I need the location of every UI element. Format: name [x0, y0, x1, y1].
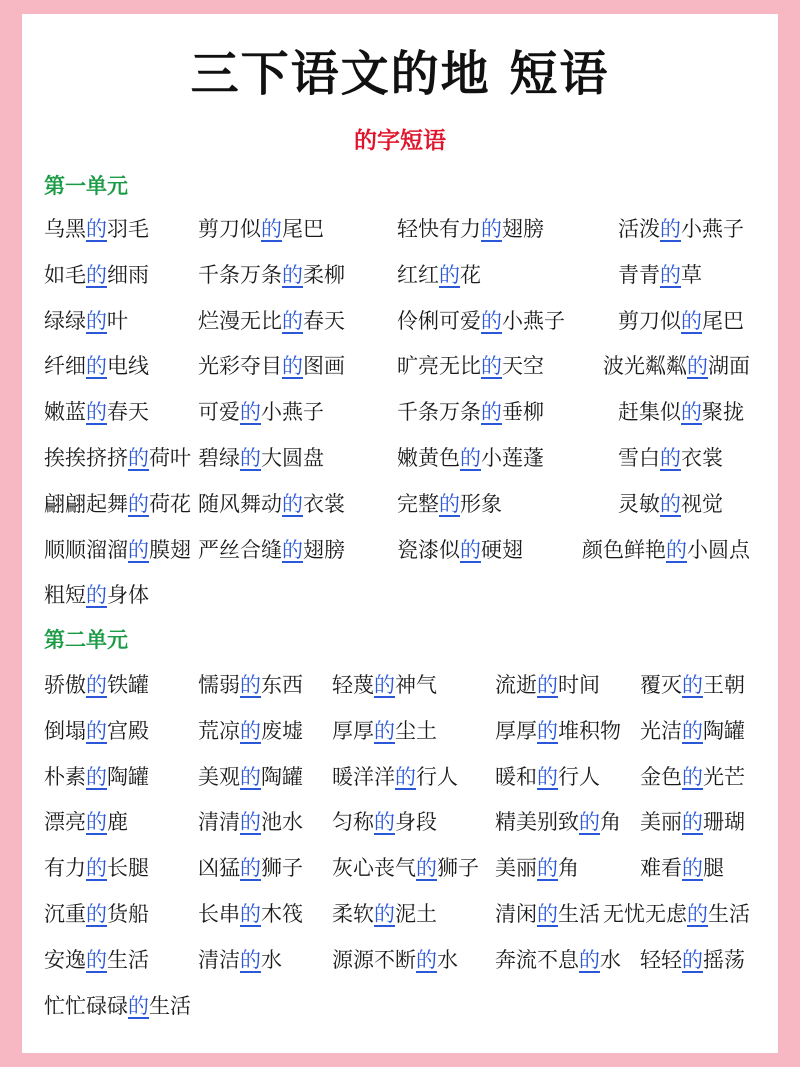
phrase-modifier: 厚厚 — [495, 718, 537, 743]
phrase-item — [397, 351, 544, 381]
phrase-row — [22, 260, 778, 290]
particle-de: 的 — [660, 446, 681, 470]
phrase-item — [332, 945, 458, 975]
phrase-modifier: 灰心丧气 — [332, 856, 416, 881]
phrase-head: 大圆盘 — [261, 446, 324, 470]
phrase-head: 尾巴 — [702, 308, 744, 333]
phrase-item — [198, 807, 303, 837]
phrase-head: 身体 — [107, 583, 149, 608]
phrase-item — [640, 945, 745, 975]
phrase-modifier: 严丝合缝 — [198, 537, 282, 562]
phrase-item — [44, 535, 191, 565]
particle-de: 的 — [282, 537, 303, 562]
phrase-modifier: 粗短 — [44, 583, 86, 608]
phrase-item — [640, 807, 745, 837]
phrase-item — [198, 260, 345, 290]
phrase-modifier: 轻蔑 — [332, 673, 374, 697]
particle-de: 的 — [579, 810, 600, 835]
phrase-item — [332, 899, 437, 929]
phrase-item — [44, 762, 149, 792]
phrase-item — [397, 306, 565, 336]
phrase-item — [198, 397, 324, 427]
particle-de: 的 — [240, 764, 261, 789]
phrase-modifier: 朴素 — [44, 764, 86, 789]
phrase-item — [198, 489, 345, 519]
particle-de: 的 — [682, 856, 703, 881]
phrase-item — [618, 443, 723, 473]
phrase-item — [495, 762, 600, 792]
particle-de: 的 — [537, 673, 558, 697]
phrase-head: 生活 — [708, 902, 750, 926]
phrase-item — [618, 260, 702, 290]
phrase-head: 狮子 — [261, 856, 303, 881]
phrase-item — [618, 214, 744, 244]
particle-de: 的 — [537, 718, 558, 743]
phrase-head: 柔柳 — [303, 262, 345, 287]
particle-de: 的 — [282, 262, 303, 287]
phrase-modifier: 嫩黄色 — [397, 446, 460, 470]
phrase-modifier: 如毛 — [44, 262, 86, 287]
phrase-modifier: 瓷漆似 — [397, 537, 460, 562]
particle-de: 的 — [681, 308, 702, 333]
particle-de: 的 — [128, 537, 149, 562]
unit-heading: 第二单元 — [44, 628, 128, 652]
phrase-item — [495, 716, 621, 746]
phrase-head: 泥土 — [395, 902, 437, 926]
phrase-head: 摇荡 — [703, 947, 745, 972]
phrase-modifier: 顺顺溜溜 — [44, 537, 128, 562]
phrase-head: 春天 — [107, 400, 149, 425]
particle-de: 的 — [86, 856, 107, 881]
phrase-head: 图画 — [303, 354, 345, 379]
phrase-head: 堆积物 — [558, 718, 621, 743]
phrase-head: 货船 — [107, 902, 149, 926]
phrase-item — [44, 991, 191, 1021]
unit-heading: 第一单元 — [44, 174, 128, 198]
particle-de: 的 — [687, 354, 708, 379]
phrase-head: 天空 — [502, 354, 544, 379]
phrase-item — [198, 762, 303, 792]
phrase-head: 陶罐 — [261, 764, 303, 789]
page-subtitle: 的字短语 — [354, 128, 446, 154]
phrase-modifier: 清洁 — [198, 947, 240, 972]
phrase-head: 湖面 — [708, 354, 750, 379]
particle-de: 的 — [682, 764, 703, 789]
phrase-modifier: 难看 — [640, 856, 682, 881]
phrase-modifier: 剪刀似 — [198, 217, 261, 241]
phrase-modifier: 源源不断 — [332, 947, 416, 972]
particle-de: 的 — [481, 400, 502, 425]
particle-de: 的 — [687, 902, 708, 926]
page-title: 三下语文的地 短语 — [190, 46, 610, 102]
phrase-row — [22, 716, 778, 746]
particle-de: 的 — [537, 902, 558, 926]
phrase-modifier: 活泼 — [618, 217, 660, 241]
particle-de: 的 — [86, 673, 107, 697]
phrase-item — [198, 214, 324, 244]
particle-de: 的 — [374, 718, 395, 743]
phrase-head: 电线 — [107, 354, 149, 379]
phrase-item — [44, 670, 149, 700]
phrase-row — [22, 762, 778, 792]
phrase-item — [44, 306, 128, 336]
phrase-modifier: 无忧无虑 — [603, 902, 687, 926]
phrase-modifier: 千条万条 — [397, 400, 481, 425]
phrase-item — [332, 670, 437, 700]
phrase-head: 膜翅 — [149, 537, 191, 562]
phrase-item — [640, 670, 745, 700]
phrase-modifier: 绿绿 — [44, 308, 86, 333]
phrase-modifier: 凶猛 — [198, 856, 240, 881]
particle-de: 的 — [537, 856, 558, 881]
particle-de: 的 — [240, 902, 261, 926]
phrase-item — [198, 306, 345, 336]
phrase-head: 花 — [460, 262, 481, 287]
phrase-head: 衣裳 — [681, 446, 723, 470]
phrase-item — [397, 260, 481, 290]
phrase-modifier: 匀称 — [332, 810, 374, 835]
phrase-head: 行人 — [416, 764, 458, 789]
phrase-row — [22, 443, 778, 473]
particle-de: 的 — [682, 718, 703, 743]
phrase-head: 池水 — [261, 810, 303, 835]
phrase-head: 水 — [437, 947, 458, 972]
phrase-head: 草 — [681, 262, 702, 287]
phrase-modifier: 灵敏 — [618, 491, 660, 516]
phrase-head: 神气 — [395, 673, 437, 697]
phrase-modifier: 随风舞动 — [198, 491, 282, 516]
phrase-head: 小圆点 — [687, 537, 750, 562]
phrase-modifier: 烂漫无比 — [198, 308, 282, 333]
phrase-item — [44, 716, 149, 746]
phrase-modifier: 厚厚 — [332, 718, 374, 743]
phrase-row — [22, 397, 778, 427]
particle-de: 的 — [660, 217, 681, 241]
phrase-item — [198, 670, 303, 700]
phrase-modifier: 颜色鲜艳 — [582, 537, 666, 562]
particle-de: 的 — [439, 491, 460, 516]
particle-de: 的 — [537, 764, 558, 789]
phrase-head: 木筏 — [261, 902, 303, 926]
phrase-head: 生活 — [149, 993, 191, 1018]
phrase-head: 陶罐 — [703, 718, 745, 743]
phrase-head: 尾巴 — [282, 217, 324, 241]
phrase-item — [44, 260, 149, 290]
particle-de: 的 — [282, 354, 303, 379]
phrase-head: 垂柳 — [502, 400, 544, 425]
phrase-modifier: 伶俐可爱 — [397, 308, 481, 333]
phrase-head: 衣裳 — [303, 491, 345, 516]
phrase-item — [397, 214, 544, 244]
particle-de: 的 — [86, 718, 107, 743]
phrase-modifier: 美丽 — [640, 810, 682, 835]
phrase-modifier: 长串 — [198, 902, 240, 926]
particle-de: 的 — [261, 217, 282, 241]
phrase-item — [495, 670, 600, 700]
phrase-head: 翅膀 — [303, 537, 345, 562]
particle-de: 的 — [86, 400, 107, 425]
phrase-head: 翅膀 — [502, 217, 544, 241]
particle-de: 的 — [374, 673, 395, 697]
phrase-modifier: 柔软 — [332, 902, 374, 926]
particle-de: 的 — [666, 537, 687, 562]
phrase-row — [22, 489, 778, 519]
phrase-head: 小燕子 — [261, 400, 324, 425]
phrase-item — [44, 580, 149, 610]
phrase-modifier: 懦弱 — [198, 673, 240, 697]
phrase-modifier: 旷亮无比 — [397, 354, 481, 379]
phrase-item — [332, 716, 437, 746]
phrase-modifier: 青青 — [618, 262, 660, 287]
phrase-item — [397, 535, 523, 565]
phrase-item — [44, 853, 149, 883]
phrase-modifier: 剪刀似 — [618, 308, 681, 333]
phrase-item — [618, 397, 744, 427]
particle-de: 的 — [682, 947, 703, 972]
phrase-modifier: 有力 — [44, 856, 86, 881]
particle-de: 的 — [128, 491, 149, 516]
phrase-modifier: 乌黑 — [44, 217, 86, 241]
phrase-head: 小燕子 — [502, 308, 565, 333]
phrase-head: 宫殿 — [107, 718, 149, 743]
phrase-item — [44, 214, 149, 244]
phrase-head: 生活 — [558, 902, 600, 926]
phrase-modifier: 碧绿 — [198, 446, 240, 470]
phrase-modifier: 挨挨挤挤 — [44, 446, 128, 470]
phrase-modifier: 金色 — [640, 764, 682, 789]
particle-de: 的 — [481, 217, 502, 241]
particle-de: 的 — [439, 262, 460, 287]
phrase-head: 春天 — [303, 308, 345, 333]
phrase-modifier: 流逝 — [495, 673, 537, 697]
phrase-head: 长腿 — [107, 856, 149, 881]
phrase-head: 小燕子 — [681, 217, 744, 241]
phrase-head: 角 — [600, 810, 621, 835]
phrase-row — [22, 351, 778, 381]
phrase-item — [397, 443, 544, 473]
particle-de: 的 — [660, 491, 681, 516]
phrase-item — [495, 853, 579, 883]
phrase-head: 角 — [558, 856, 579, 881]
particle-de: 的 — [128, 446, 149, 470]
particle-de: 的 — [416, 856, 437, 881]
phrase-modifier: 可爱 — [198, 400, 240, 425]
phrase-modifier: 暖洋洋 — [332, 764, 395, 789]
phrase-modifier: 暖和 — [495, 764, 537, 789]
phrase-head: 废墟 — [261, 718, 303, 743]
phrase-modifier: 荒凉 — [198, 718, 240, 743]
phrase-modifier: 雪白 — [618, 446, 660, 470]
phrase-item — [198, 351, 345, 381]
phrase-modifier: 倒塌 — [44, 718, 86, 743]
particle-de: 的 — [240, 810, 261, 835]
particle-de: 的 — [86, 217, 107, 241]
particle-de: 的 — [240, 947, 261, 972]
phrase-head: 荷花 — [149, 491, 191, 516]
phrase-modifier: 沉重 — [44, 902, 86, 926]
phrase-item — [44, 489, 191, 519]
phrase-row — [22, 945, 778, 975]
phrase-item — [198, 716, 303, 746]
phrase-item — [332, 762, 458, 792]
phrase-head: 视觉 — [681, 491, 723, 516]
phrase-row — [22, 580, 778, 610]
phrase-head: 光芒 — [703, 764, 745, 789]
phrase-head: 陶罐 — [107, 764, 149, 789]
phrase-head: 铁罐 — [107, 673, 149, 697]
phrase-modifier: 纤细 — [44, 354, 86, 379]
phrase-item — [198, 535, 345, 565]
phrase-modifier: 骄傲 — [44, 673, 86, 697]
phrase-modifier: 光洁 — [640, 718, 682, 743]
phrase-head: 荷叶 — [149, 446, 191, 470]
particle-de: 的 — [416, 947, 437, 972]
phrase-head: 小莲蓬 — [481, 446, 544, 470]
phrase-item — [640, 853, 724, 883]
particle-de: 的 — [682, 673, 703, 697]
phrase-head: 身段 — [395, 810, 437, 835]
phrase-modifier: 美观 — [198, 764, 240, 789]
phrase-modifier: 奔流不息 — [495, 947, 579, 972]
phrase-item — [495, 945, 621, 975]
phrase-modifier: 轻轻 — [640, 947, 682, 972]
phrase-modifier: 精美别致 — [495, 810, 579, 835]
phrase-modifier: 嫩蓝 — [44, 400, 86, 425]
phrase-head: 叶 — [107, 308, 128, 333]
phrase-modifier: 漂亮 — [44, 810, 86, 835]
phrase-item — [618, 489, 723, 519]
phrase-head: 水 — [261, 947, 282, 972]
phrase-modifier: 清清 — [198, 810, 240, 835]
phrase-head: 行人 — [558, 764, 600, 789]
phrase-modifier: 安逸 — [44, 947, 86, 972]
particle-de: 的 — [86, 810, 107, 835]
phrase-item — [618, 306, 744, 336]
phrase-head: 王朝 — [703, 673, 745, 697]
phrase-head: 狮子 — [437, 856, 479, 881]
phrase-modifier: 美丽 — [495, 856, 537, 881]
phrase-item — [44, 397, 149, 427]
particle-de: 的 — [86, 583, 107, 608]
phrase-modifier: 红红 — [397, 262, 439, 287]
phrase-modifier: 翩翩起舞 — [44, 491, 128, 516]
particle-de: 的 — [240, 718, 261, 743]
particle-de: 的 — [395, 764, 416, 789]
phrase-item — [603, 899, 750, 929]
phrase-item — [397, 397, 544, 427]
phrase-head: 鹿 — [107, 810, 128, 835]
phrase-head: 珊瑚 — [703, 810, 745, 835]
particle-de: 的 — [282, 308, 303, 333]
phrase-modifier: 赶集似 — [618, 400, 681, 425]
phrase-item — [397, 489, 502, 519]
phrase-item — [332, 807, 437, 837]
phrase-head: 硬翅 — [481, 537, 523, 562]
phrase-modifier: 波光粼粼 — [603, 354, 687, 379]
phrase-item — [582, 535, 750, 565]
phrase-head: 羽毛 — [107, 217, 149, 241]
phrase-row — [22, 535, 778, 565]
phrase-item — [44, 443, 191, 473]
phrase-item — [495, 899, 600, 929]
particle-de: 的 — [128, 993, 149, 1018]
phrase-item — [640, 762, 745, 792]
particle-de: 的 — [240, 856, 261, 881]
particle-de: 的 — [240, 400, 261, 425]
particle-de: 的 — [86, 902, 107, 926]
phrase-row — [22, 807, 778, 837]
phrase-head: 尘土 — [395, 718, 437, 743]
phrase-item — [44, 945, 149, 975]
particle-de: 的 — [240, 446, 261, 470]
phrase-row — [22, 899, 778, 929]
phrase-row — [22, 853, 778, 883]
particle-de: 的 — [481, 308, 502, 333]
phrase-item — [198, 443, 324, 473]
phrase-item — [332, 853, 479, 883]
particle-de: 的 — [86, 262, 107, 287]
phrase-modifier: 清闲 — [495, 902, 537, 926]
particle-de: 的 — [86, 764, 107, 789]
phrase-head: 水 — [600, 947, 621, 972]
phrase-head: 时间 — [558, 673, 600, 697]
phrase-head: 生活 — [107, 947, 149, 972]
particle-de: 的 — [240, 673, 261, 697]
phrase-modifier: 覆灭 — [640, 673, 682, 697]
phrase-item — [44, 899, 149, 929]
phrase-head: 形象 — [460, 491, 502, 516]
phrase-item — [44, 807, 128, 837]
particle-de: 的 — [579, 947, 600, 972]
phrase-head: 细雨 — [107, 262, 149, 287]
phrase-head: 东西 — [261, 673, 303, 697]
phrase-modifier: 光彩夺目 — [198, 354, 282, 379]
phrase-item — [603, 351, 750, 381]
phrase-item — [640, 716, 745, 746]
particle-de: 的 — [374, 902, 395, 926]
phrase-modifier: 千条万条 — [198, 262, 282, 287]
particle-de: 的 — [660, 262, 681, 287]
particle-de: 的 — [481, 354, 502, 379]
particle-de: 的 — [282, 491, 303, 516]
particle-de: 的 — [460, 446, 481, 470]
particle-de: 的 — [86, 354, 107, 379]
phrase-head: 腿 — [703, 856, 724, 881]
particle-de: 的 — [682, 810, 703, 835]
phrase-modifier: 轻快有力 — [397, 217, 481, 241]
phrase-row — [22, 670, 778, 700]
phrase-row — [22, 306, 778, 336]
phrase-modifier: 忙忙碌碌 — [44, 993, 128, 1018]
phrase-item — [198, 853, 303, 883]
phrase-modifier: 完整 — [397, 491, 439, 516]
particle-de: 的 — [86, 947, 107, 972]
particle-de: 的 — [460, 537, 481, 562]
phrase-item — [198, 945, 282, 975]
particle-de: 的 — [374, 810, 395, 835]
worksheet-page — [22, 14, 778, 1053]
phrase-head: 聚拢 — [702, 400, 744, 425]
phrase-item — [495, 807, 621, 837]
particle-de: 的 — [86, 308, 107, 333]
phrase-item — [198, 899, 303, 929]
particle-de: 的 — [681, 400, 702, 425]
phrase-row — [22, 214, 778, 244]
phrase-item — [44, 351, 149, 381]
phrase-row — [22, 991, 778, 1021]
